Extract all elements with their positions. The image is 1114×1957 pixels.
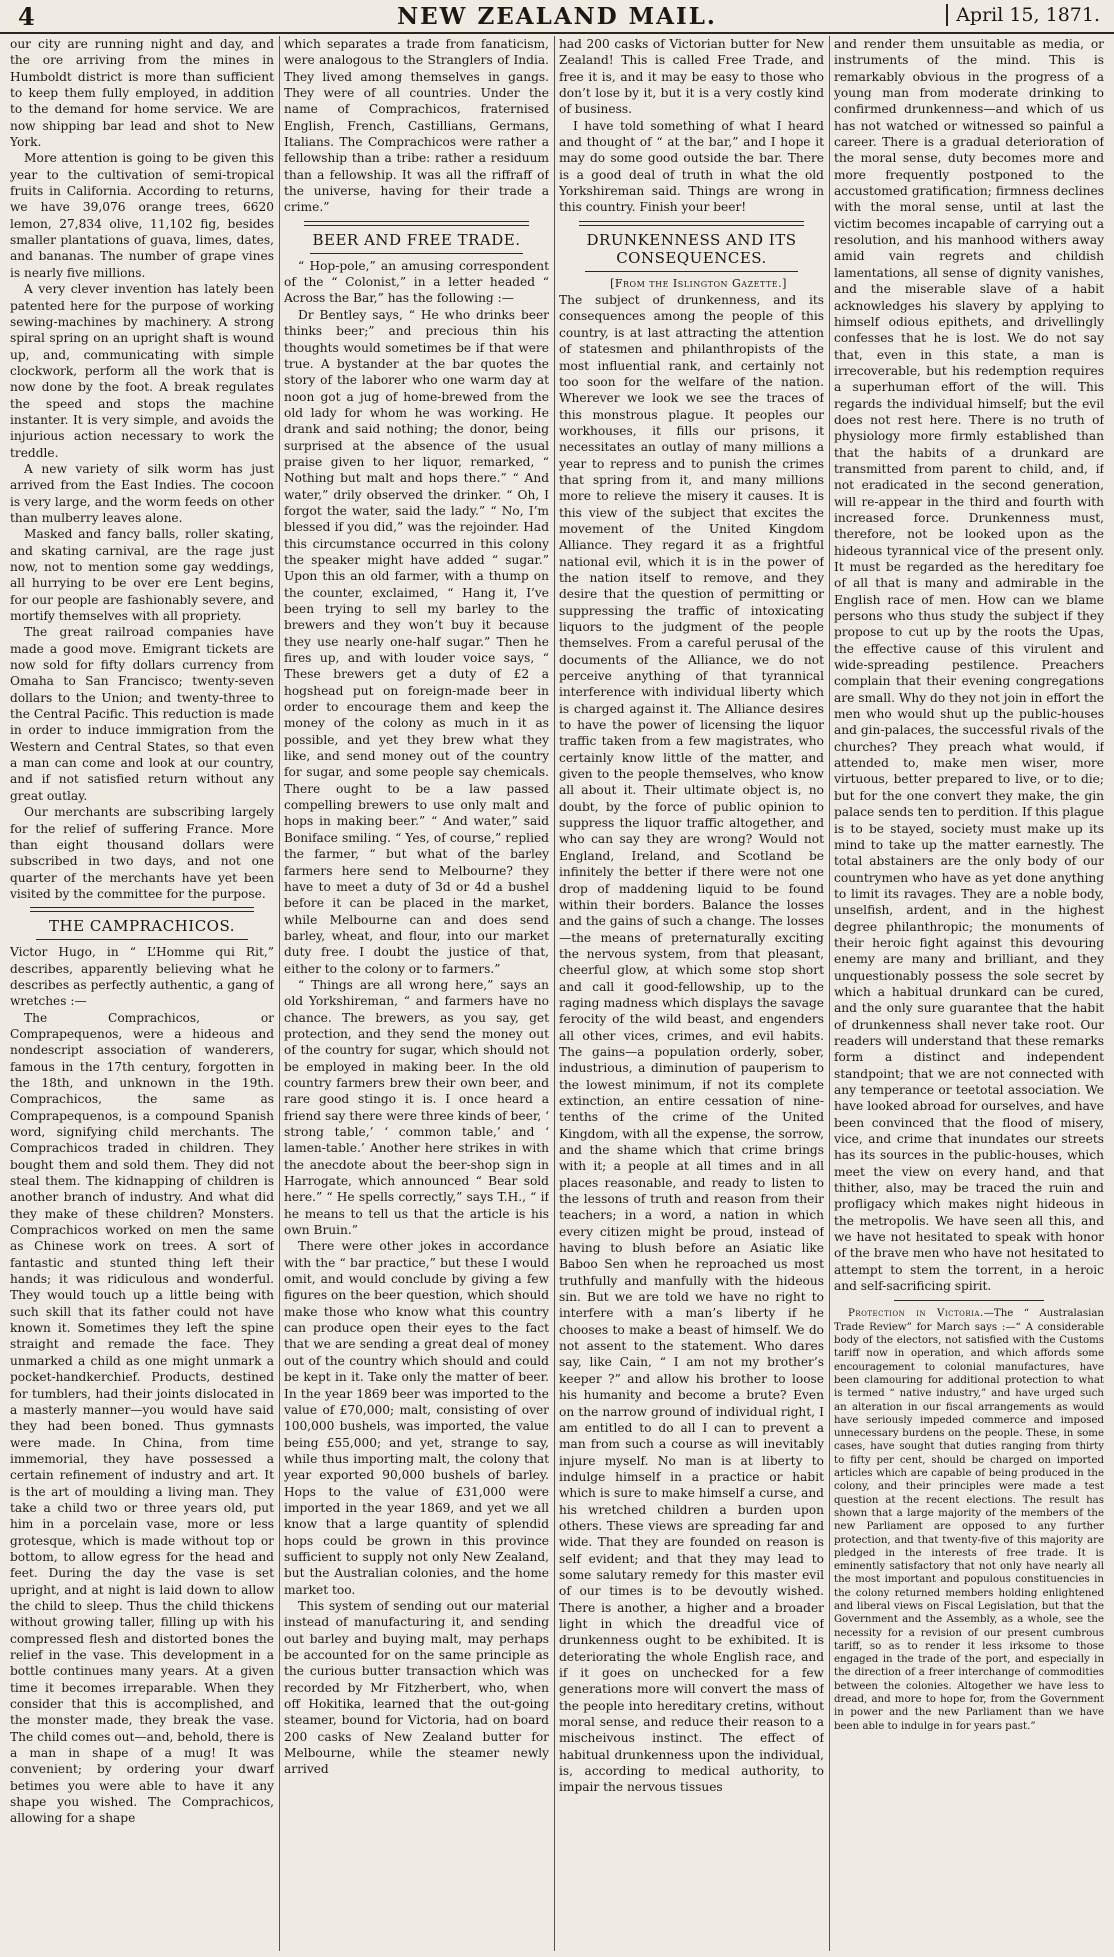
paragraph: This system of sending out our material instead of manufacturing it, and sending out barley and buying malt, may perhaps be accounted for on the same principle as the curious butter transaction which was recorded by Mr Fitzherbert, who, when off Hokitika, learned that the out-going steamer, bound for Victoria, had on board 200 casks of New Zealand butter for Melbourne, while the steamer newly arrived <box>284 1598 549 1777</box>
heading-rule <box>310 253 523 254</box>
section-rule <box>894 1300 1044 1301</box>
article-heading: THE CAMPRACHICOS. <box>49 917 235 936</box>
paragraph: our city are running night and day, and the ore arriving from the mines in Humboldt district is more than sufficient to keep them fully employed, in addition to the demand for home service. We are now shipping bar lead and shot to New York. <box>10 37 274 150</box>
paragraph: The great railroad companies have made a good move. Emigrant tickets are now sold for fifty dollars currency from Omaha to San Francisco; twenty-seven dollars to the Union; and twenty-three to the Central Pacific. This reduction is made in order to induce immigration from the Western and Central States, so that even a man can come and look at our country, and if not satisfied return without any great outlay. <box>10 625 274 803</box>
section-rule <box>579 221 804 226</box>
article-source: [From the Islington Gazette.] <box>610 276 787 290</box>
article-heading: BEER AND FREE TRADE. <box>312 230 521 249</box>
paragraph: The Comprachicos, or Comprapequenos, were a hideous and nondescript association of wanderers, famous in the 17th century, forgotten in the 18th, and unknown in the 19th. Comprachicos, the same as Comprapequenos, is a compound Spanish word, signifying child merchants. The Comprachicos traded in children. They bought them and sold them. They did not steal them. The kidnapping of children is another branch of industry. And what did they make of these children? Monsters. Comprachicos worked on men the same as Chinese work on trees. A sort of fantastic and stunted thing left their hands; it was ridiculous and wonderful. They would touch up a little being with such skill that its father could not have known it. Sometimes they left the spine straight and remade the face. They unmarked a child as one might unmark a pocket-handkerchief. Products, destined for tumblers, had their joints dislocated in a masterly manner—you would have said they had been boned. Thus gymnasts were made. In China, from time immemorial, they have possessed a certain refinement of industry and art. It is the art of moulding a living man. They take a child two or three years old, put him in a porcelain vase, more or less grotesque, which is made without top or bottom, to allow egress for the head and feet. During the day the vase is set upright, and at night is laid down to allow the child to sleep. Thus the child thickens without growing taller, filling up with his compressed flesh and distorted bones the relief in the vase. This development in a bottle continues many years. At a given time it becomes irreparable. When they consider that this is accomplished, and the monster made, they break the vase. The child comes out—and, behold, there is a man in shape of a mug! It was convenient; by ordering your dwarf betimes you were able to have it any shape you wished. The Comprachicos, allowing for a shape <box>10 1010 274 1826</box>
paragraph: Our merchants are subscribing largely for the relief of suffering France. More than eight thousand dollars were subscribed in two days, and not one quarter of the merchants have yet been visited by the committee for the purpose. <box>10 805 274 901</box>
page-number: 4 <box>18 2 35 31</box>
paragraph: “ Hop-pole,” an amusing correspondent of the “ Colonist,” in a letter headed “ Across the Bar,” has the following :— <box>284 258 549 306</box>
column-divider <box>829 36 830 1951</box>
column-1 <box>10 36 274 1951</box>
column-4 <box>834 36 1104 1951</box>
article-heading: DRUNKENNESS AND ITS CONSEQUENCES. <box>586 230 797 267</box>
column-divider <box>554 36 555 1951</box>
paragraph: had 200 casks of Victorian butter for New Zealand! This is called Free Trade, and free it is, and it may be easy to those who don’t lose by it, but it is a very costly kind of business. <box>559 37 824 117</box>
heading-rule <box>585 271 798 272</box>
paragraph: More attention is going to be given this year to the cultivation of semi-tropical fruits in California. According to returns, we have 39,076 orange trees, 6620 lemon, 27,834 olive, 11,102 fig, besides smaller plantations of guava, limes, dates, and bananas. The number of grape vines is nearly five millions. <box>10 151 274 280</box>
paragraph: Dr Bentley says, “ He who drinks beer thinks beer;” and precious thin his thoughts would sometimes be if that were true. A bystander at the bar quotes the story of the laborer who one warm day at noon got a jug of home-brewed from the old lady for whom he was working. He drank and said nothing; the donor, being surprised at the absence of the usual praise given to her liquor, remarked, “ Nothing but malt and hops there.” “ And water,” drily observed the drinker. “ Oh, I forgot the water, said the lady.” “ No, I’m blessed if you did,” was the rejoinder. Had this circumstance occurred in this colony the speaker might have added “ sugar.” Upon this an old farmer, with a thump on the counter, exclaimed, “ Hang it, I’ve been trying to sell my barley to the brewers and they won’t buy it because they use nearly one-half sugar.” Then he fires up, and with louder voice says, “ These brewers get a duty of £2 a hogshead put on foreign-made beer in order to encourage them and keep the money of the colony as much in it as possible, and yet they brew what they like, and send money out of the country for sugar, and some people say chemicals. There ought to be a law passed compelling brewers to use only malt and hops in making beer.” “ And water,” said Boniface smiling. “ Yes, of course,” replied the farmer, “ but what of the barley farmers here send to Melbourne? they have to meet a duty of 3d or 4d a bushel before it can be placed in the market, while Melbourne can and does send barley, wheat, and flour, into our market duty free. I doubt the justice of that, either to the colony or to farmers.” <box>284 307 549 976</box>
news-item-label: Protection in Victoria. <box>848 1308 984 1320</box>
paragraph: Masked and fancy balls, roller skating, and skating carnival, are the rage just now, not to mention some gay weddings, all hurrying to be over ere Lent begins, for our people are fashionably severe, and mortify themselves with all propriety. <box>10 527 274 624</box>
news-item <box>834 1307 1104 1733</box>
paragraph: which separates a trade from fanaticism, were analogous to the Stranglers of India. They lived among themselves in gangs. They were of all countries. Under the name of Comprachicos, fraternised English, French, Castillians, Germans, Italians. The Comprachicos were rather a fellowship than a tribe: rather a residuum than a fellowship. It was all the riffraff of the universe, having for their trade a crime.” <box>284 37 549 215</box>
paragraph: A new variety of silk worm has just arrived from the East Indies. The cocoon is very large, and the worm feeds on other than mulberry leaves alone. <box>10 461 274 525</box>
paragraph: and render them unsuitable as media, or instruments of the mind. This is remarkably obvious in the progress of a young man from moderate drinking to confirmed drunkenness—and which of us has not watched or witnessed so painful a career. There is a gradual deterioration of the moral sense, duty becomes more and more frequently postponed to the accustomed gratification; firmness declines with the moral sense, until at last the victim becomes incapable of carrying out a resolution, and his manhood withers away amid vain regrets and childish lamentations, all sense of dignity vanishes, and the miserable slave of a habit acknowledges his slavery by applying to himself odious epithets, and drivellingly confesses that he is lost. We do not say that, even in this state, a man is irrecoverable, but his redemption requires a superhuman effort of the will. This regards the individual himself; but the evil does not rest here. There is no truth of physiology more firmly established than that the habits of a drunkard are transmitted from parent to child, and, if not eradicated in the second generation, will re-appear in the third and fourth with increased force. Drunkenness must, therefore, not be looked upon as the hideous tyrannical vice of the present only. It must be regarded as the hereditary foe of all that is many and admirable in the English race of men. How can we blame persons who thus study the subject if they propose to cut up by the roots the Upas, the effective cause of this virulent and wide-spreading pestilence. Preachers complain that their evening congregations are small. Why do they not join in effort the men who would shut up the public-houses and gin-palaces, the successful rivals of the churches? They preach what would, if attended to, make men wiser, more virtuous, better prepared to live, or to die; but for the one convert they make, the gin palace sends ten to perdition. If this plague is to be stayed, society must make up its mind to take up the matter earnestly. The total abstainers are the only body of our countrymen who have as yet done anything to limit its ravages. They are a noble body, unselfish, ardent, and in the highest degree philanthropic; the monuments of their heroic fight against this devouring enemy are many and brilliant, and they unquestionably possess the sole secret by which a habitual drunkard can be cured, and the only sure guarantee that the habit of drunkenness shall never take root. Our readers will understand that these remarks form a distinct and independent standpoint; that we are not connected with any temperance or teetotal association. We have looked abroad for ourselves, and have been convinced that the flood of misery, vice, and crime that inundates our streets has its sources in the public-houses, which meet the view on every hand, and that thither, also, may be traced the ruin and profligacy which makes night hideous in the metropolis. We have seen all this, and we have not hesitated to speak with honor of the brave men who have not hesitated to attempt to stem the torrent, in a heroic and self-sacrificing spirit. <box>834 37 1104 1294</box>
news-item-text: —The “ Australasian Trade Review” for March says :—“ A considerable body of the electors, not satisfied with the Customs tariff now in operation, and which affords some encouragement to colonial manufactures, have been clamouring for additional protection to what is termed “ native industry,” and have urged such an alteration in our fiscal arrangements as would have seriously impeded commerce and imposed unnecessary burdens on the people. These, in some cases, have sought that duties ranging from thirty to fifty per cent, should be charged on imported articles which are capable of being produced in the colony, and their principles were made a test question at the recent elections. The result has shown that a large majority of the members of the new Parliament are opposed to any further protection, and that twenty-five of this majority are pledged in the interests of free trade. It is eminently satisfactory that not only have nearly all the most important and populous constituencies in the colony returned members holding enlightened and liberal views on Fiscal Legislation, but that the Government and the Assembly, as a whole, see the necessity for a revision of our present cumbrous tariff, so as to render it less irksome to those engaged in the trade of the port, and especially in the direction of a freer interchange of commodities between the colonies. Altogether we have less to dread, and more to hope for, from the Government in power and the new Parliament than we have been able to indulge in for years past.” <box>834 1308 1104 1732</box>
paragraph: The subject of drunkenness, and its consequences among the people of this country, is at last attracting the attention of statesmen and philanthropists of the most influential rank, and certainly not too soon for the welfare of the nation. Wherever we look we see the traces of this monstrous plague. It peoples our workhouses, it fills our prisons, it necessitates an outlay of many millions a year to repress and to punish the crimes that spring from it, and many millions more to relieve the misery it causes. It is this view of the subject that excites the movement of the United Kingdom Alliance. They regard it as a frightful national evil, which it is in the power of the nation itself to remove, and they desire that the question of permitting or suppressing the traffic of intoxicating liquors to the judgment of the people themselves. From a careful perusal of the documents of the Alliance, we do not perceive anything of that tyrannical interference with individual liberty which is charged against it. The Alliance desires to have the power of licensing the liquor traffic taken from a few magistrates, who certainly know little of the matter, and given to the people themselves, who know all about it. Their ultimate object is, no doubt, by the force of public opinion to suppress the liquor traffic altogether, and who can say they are wrong? Would not England, Ireland, and Scotland be infinitely the better if there were not one drop of maddening liquid to be found within their borders. Balance the losses and the gains of such a change. The losses —the means of preternaturally exciting the nervous system, from that pleasant, cheerful glow, at which some stop short and call it good-fellowship, up to the raging madness which displays the savage ferocity of the wild beast, and engenders all other vices, crimes, and evil habits. The gains—a population orderly, sober, industrious, a diminution of pauperism to the lowest minimum, if not its complete extinction, an entire cessation of nine-tenths of the crime of the United Kingdom, with all the expense, the sorrow, and the shame which that crime brings with it; a people at all times and in all places reasonable, and ready to listen to the lessons of truth and reason from their teachers; in a word, a nation in which every citizen might be proud, instead of having to blush before an Asiatic like Baboo Sen when he reproached us most truthfully and manfully with the hideous sin. But we are told we have no right to interfere with a man’s liberty if he chooses to make a beast of himself. We do not assent to the statement. Who dares say, like Cain, “ I am not my brother’s keeper ?” and allow his brother to loose his humanity and become a brute? Even on the narrow ground of individual right, I am entitled to do all I can to prevent a man from such a course as will inevitably injure myself. No man is at liberty to indulge himself in a practice or habit which is sure to make himself a curse, and his wretched children a burden upon others. These views are spreading far and wide. That they are founded on reason is self evident; and that they may lead to some salutary remedy for this master evil of our times is to be devoutly wished. There is another, a higher and a broader light in which the dreadful vice of drunkenness ought to be exhibited. It is deteriorating the whole English race, and if it goes on unchecked for a few generations more will convert the mass of the people into hereditary cretins, without moral sense, and reduce their reason to a mischeivous instinct. The effect of habitual drunkenness upon the individual, is, according to medical authority, to impair the nervous tissues <box>559 293 824 1795</box>
newspaper-title: NEW ZEALAND MAIL. <box>397 3 717 30</box>
column-3 <box>559 36 824 1951</box>
column-divider <box>279 36 280 1951</box>
paragraph: “ Things are all wrong here,” says an old Yorkshireman, “ and farmers have no chance. The brewers, as you say, get protection, and they send the money out of the country for sugar, which should not be employed in making beer. In the old country farmers brew their own beer, and rare good stingo it is. I once heard a friend say there were three kinds of beer, ‘ strong table,’ ‘ common table,’ and ‘ lamen-table.’ Another here strikes in with the anecdote about the beer-shop sign in Harrogate, which announced “ Bear sold here.” “ He spells correctly,” says T.H., “ if he means to tell us that the article is his own Bruin.” <box>284 977 549 1238</box>
column-2 <box>284 36 549 1951</box>
masthead <box>0 0 1114 34</box>
paragraph: There were other jokes in accordance with the “ bar practice,” but these I would omit, and would conclude by giving a few figures on the beer question, which should make those who know what this country can produce open their eyes to the fact that we are sending a great deal of money out of the country which should and could be kept in it. Take only the matter of beer. In the year 1869 beer was imported to the value of £70,000; malt, consisting of over 100,000 bushels, was imported, the value being £55,000; and yet, strange to say, while thus importing malt, the colony that year exported 90,000 bushels of barley. Hops to the value of £31,000 were imported in the year 1869, and yet we all know that a large quantity of splendid hops could be grown in this province sufficient to supply not only New Zealand, but the Australian colonies, and the home market too. <box>284 1239 549 1597</box>
paragraph: A very clever invention has lately been patented here for the purpose of working sewing-machines by machinery. A strong spiral spring on an upright shaft is wound up, and, communicating with simple clockwork, perform all the work that is now done by the foot. A break regulates the speed and stops the machine instanter. It is very simple, and avoids the injurious action necessary to work the treddle. <box>10 282 274 460</box>
paragraph: Victor Hugo, in “ L’Homme qui Rit,” describes, apparently believing what he describes as perfectly authentic, a gang of wretches :— <box>10 945 274 1009</box>
paragraph: I have told something of what I heard and thought of “ at the bar,” and I hope it may do some good outside the bar. There is a good deal of truth in what the old Yorkshireman said. Things are wrong in this country. Finish your beer! <box>559 118 824 215</box>
section-rule <box>304 221 529 226</box>
section-rule <box>30 907 254 912</box>
issue-date: April 15, 1871. <box>946 4 1100 26</box>
heading-rule <box>36 939 248 940</box>
